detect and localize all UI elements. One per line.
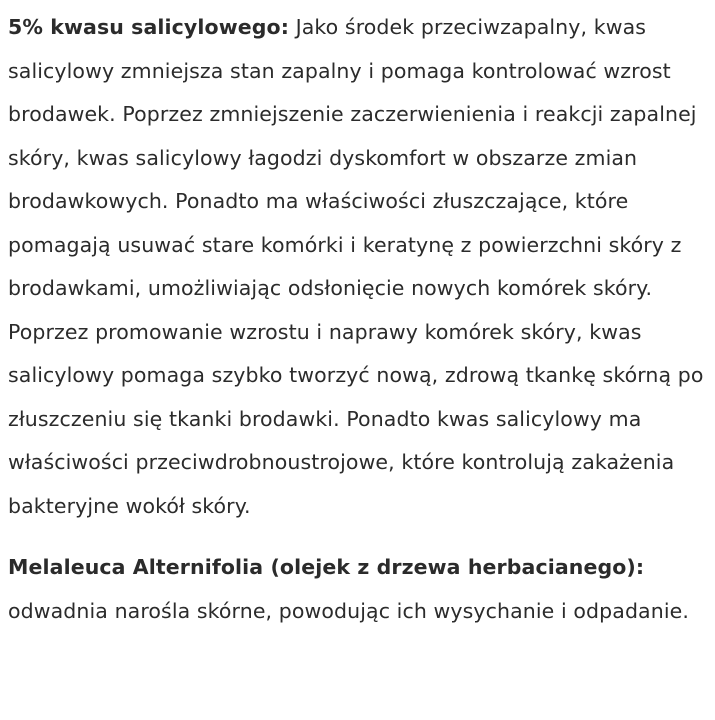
ingredient-term: 5% kwasu salicylowego: — [8, 15, 289, 39]
ingredient-description: Jako środek przeciwzapalny, kwas salicylowy zmniejsza stan zapalny i pomaga kontrolować wzrost brodawek. Poprzez zmniejszenie zaczerwienienia i reakcji zapalnej skóry, kwas salicylowy łagodzi dyskomfort w obszarze zmian brodawkowych. Ponadto ma właściwości złuszczające, które pomagają usuwać stare komórki i keratynę z powierzchni skóry z brodawkami, umożliwiając odsłonięcie nowych komórek skóry. Poprzez promowanie wzrostu i naprawy komórek skóry, kwas salicylowy pomaga szybko tworzyć nową, zdrową tkankę skórną po złuszczeniu się tkanki brodawki. Ponadto kwas salicylowy ma właściwości przeciwdrobnoustrojowe, które kontrolują zakażenia bakteryjne wokół skóry. — [8, 15, 704, 518]
ingredient-paragraph-tea-tree-oil — [8, 546, 708, 633]
ingredient-description: odwadnia narośla skórne, powodując ich wysychanie i odpadanie. — [8, 598, 689, 623]
ingredient-paragraph-salicylic-acid — [8, 6, 708, 528]
ingredient-term: Melaleuca Alternifolia (olejek z drzewa herbacianego): — [8, 555, 645, 579]
product-description — [8, 6, 708, 633]
